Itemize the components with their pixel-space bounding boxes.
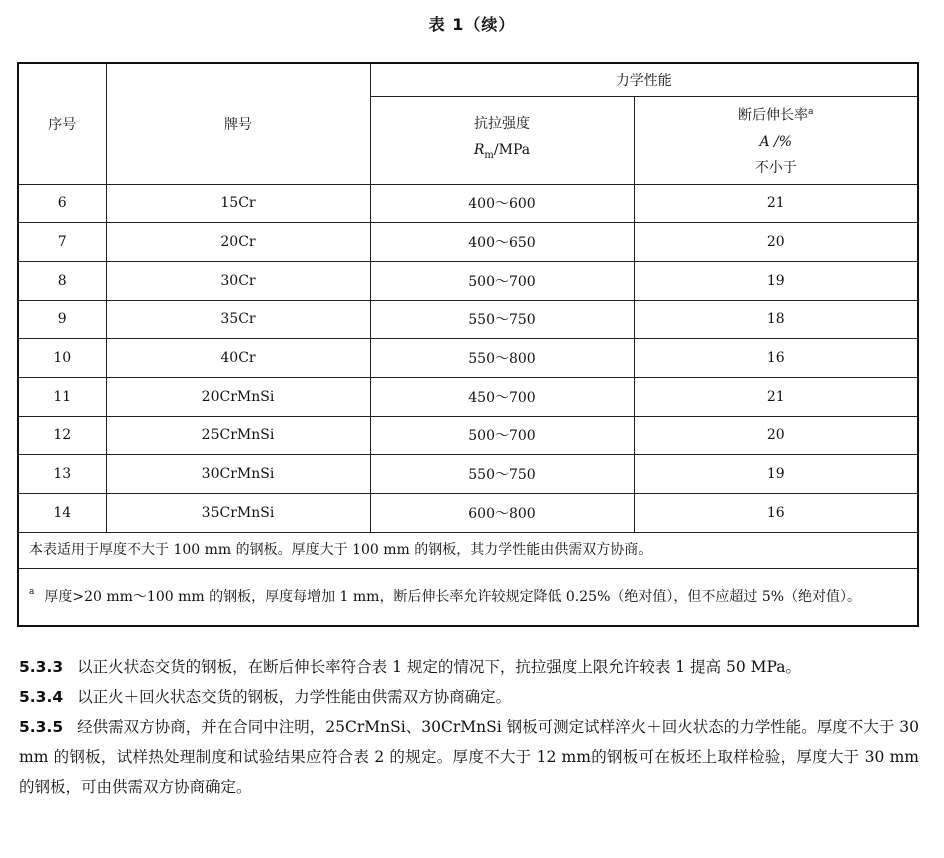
clause-5-3-4: 5.3.4 以正火＋回火状态交货的钢板，力学性能由供需双方协商确定。	[19, 688, 512, 706]
tensile-cell: 400～600	[370, 184, 634, 223]
seq-cell: 10	[18, 339, 106, 378]
tensile-cell: 500～700	[370, 416, 634, 455]
grade-cell: 15Cr	[106, 184, 370, 223]
tensile-cell: 600～800	[370, 494, 634, 533]
seq-cell: 6	[18, 184, 106, 223]
table-row	[18, 300, 918, 339]
elongation-cell: 18	[634, 300, 918, 339]
tensile-cell: 550～750	[370, 300, 634, 339]
mechanical-properties-table	[17, 62, 919, 627]
grade-cell: 35CrMnSi	[106, 494, 370, 533]
seq-cell: 12	[18, 416, 106, 455]
seq-cell: 8	[18, 261, 106, 300]
grade-cell: 20Cr	[106, 223, 370, 262]
table-footnote	[18, 568, 918, 626]
header-tensile-strength	[370, 96, 634, 184]
tensile-cell: 500～700	[370, 261, 634, 300]
clause-5-3-3: 5.3.3 以正火状态交货的钢板，在断后伸长率符合表 1 规定的情况下，抗拉强度上限允许较表 1 提高 50 MPa。	[19, 658, 801, 676]
seq-cell: 11	[18, 377, 106, 416]
elongation-cell: 20	[634, 223, 918, 262]
tensile-cell: 550～750	[370, 455, 634, 494]
table-note: 本表适用于厚度不大于 100 mm 的钢板。厚度大于 100 mm 的钢板，其力学性能由供需双方协商。	[18, 532, 918, 568]
table-row	[18, 184, 918, 223]
table-caption: 表 1（续）	[428, 15, 516, 34]
tensile-cell: 400～650	[370, 223, 634, 262]
seq-cell: 7	[18, 223, 106, 262]
clauses	[19, 652, 919, 802]
table-row	[18, 339, 918, 378]
footnote-text: 厚度>20 mm～100 mm 的钢板，厚度每增加 1 mm，断后伸长率允许较规定降低 0.25%（绝对值），但不应超过 5%（绝对值）。	[44, 588, 862, 605]
header-mechanical-properties: 力学性能	[370, 63, 918, 96]
header-seq: 序号	[18, 63, 106, 184]
tensile-label: 抗拉强度	[474, 116, 530, 133]
header-grade: 牌号	[106, 63, 370, 184]
elongation-cell: 16	[634, 494, 918, 533]
seq-cell: 13	[18, 455, 106, 494]
footnote-mark: a	[29, 586, 35, 597]
seq-cell: 14	[18, 494, 106, 533]
table-row	[18, 494, 918, 533]
elongation-cell: 16	[634, 339, 918, 378]
elongation-cell: 19	[634, 455, 918, 494]
grade-cell: 30Cr	[106, 261, 370, 300]
elongation-label: 断后伸长率$^a$	[738, 107, 814, 124]
elongation-cell: 20	[634, 416, 918, 455]
table-row	[18, 377, 918, 416]
table-row	[18, 416, 918, 455]
elongation-symbol: A /%	[759, 133, 793, 150]
table-row	[18, 261, 918, 300]
tensile-unit: $R_m$/MPa	[473, 142, 531, 161]
grade-cell: 40Cr	[106, 339, 370, 378]
grade-cell: 35Cr	[106, 300, 370, 339]
tensile-cell: 550～800	[370, 339, 634, 378]
grade-cell: 20CrMnSi	[106, 377, 370, 416]
elongation-cell: 21	[634, 184, 918, 223]
clause-5-3-5: 5.3.5 经供需双方协商，并在合同中注明，25CrMnSi、30CrMnSi 钢板可测定试样淬火＋回火状态的力学性能。厚度不大于 30 mm 的钢板，试样热处理制度和试验结果应符合表 2 的规定。厚度不大于 12 mm的钢板可在板坯上取样检验，厚度大于 30 mm 的钢板，可由供需双方协商确定。	[19, 718, 919, 796]
grade-cell: 30CrMnSi	[106, 455, 370, 494]
elongation-cell: 21	[634, 377, 918, 416]
grade-cell: 25CrMnSi	[106, 416, 370, 455]
table-row	[18, 223, 918, 262]
elongation-min: 不小于	[754, 159, 797, 176]
header-elongation	[634, 96, 918, 184]
elongation-cell: 19	[634, 261, 918, 300]
table-row	[18, 455, 918, 494]
tensile-cell: 450～700	[370, 377, 634, 416]
seq-cell: 9	[18, 300, 106, 339]
